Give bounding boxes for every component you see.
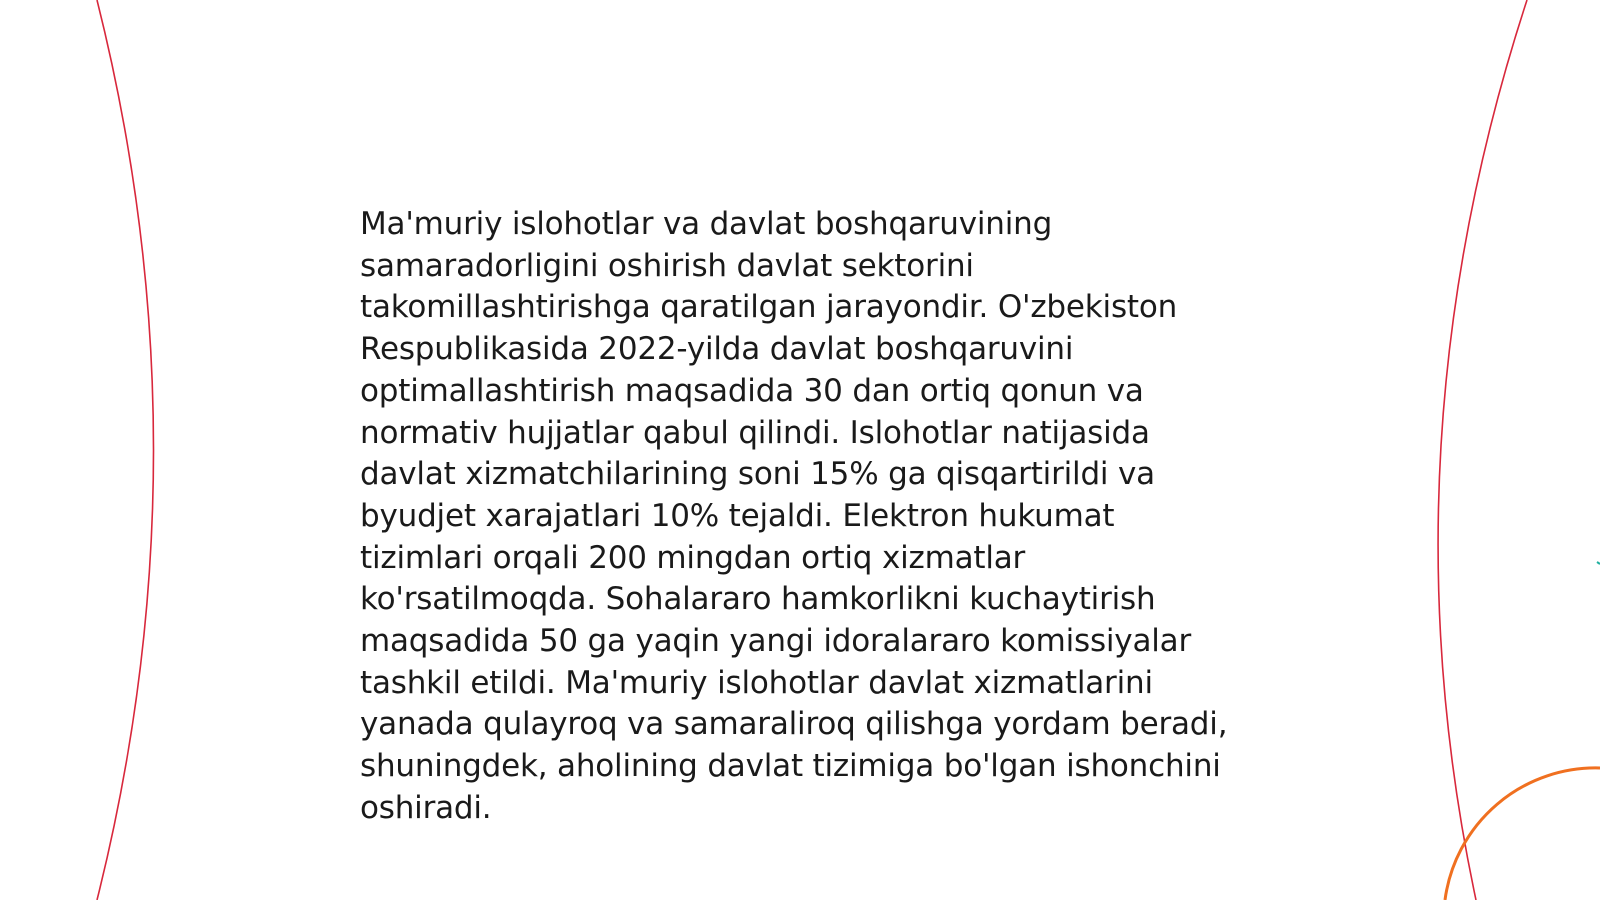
main-paragraph: Ma'muriy islohotlar va davlat boshqaruvining samaradorligini oshirish davlat sektorini takomillashtirishga qaratilgan jarayondir. O'zbekiston Respublikasida 2022-yilda davlat boshqaruvini optimallashtirish maqsadida 30 dan ortiq qonun va normativ hujjatlar qabul qilindi. Islohotlar natijasida davlat xizmatchilarining soni 15% ga qisqartirildi va byudjet xarajatlari 10% tejaldi. Elektron hukumat tizimlari orqali 200 mingdan ortiq xizmatlar ko'rsatilmoqda. Sohalararo hamkorlikni kuchaytirish maqsadida 50 ga yaqin yangi idoralararo komissiyalar tashkil etildi. Ma'muriy islohotlar davlat xizmatlarini yanada qulayroq va samaraliroq qilishga yordam beradi, shuningdek, aholining davlat tizimiga bo'lgan ishonchini oshiradi. xyxy=(360,206,1228,826)
right-red-arc xyxy=(1438,0,1527,900)
orange-circle-arc xyxy=(1445,768,1600,900)
left-red-arc xyxy=(97,0,154,900)
